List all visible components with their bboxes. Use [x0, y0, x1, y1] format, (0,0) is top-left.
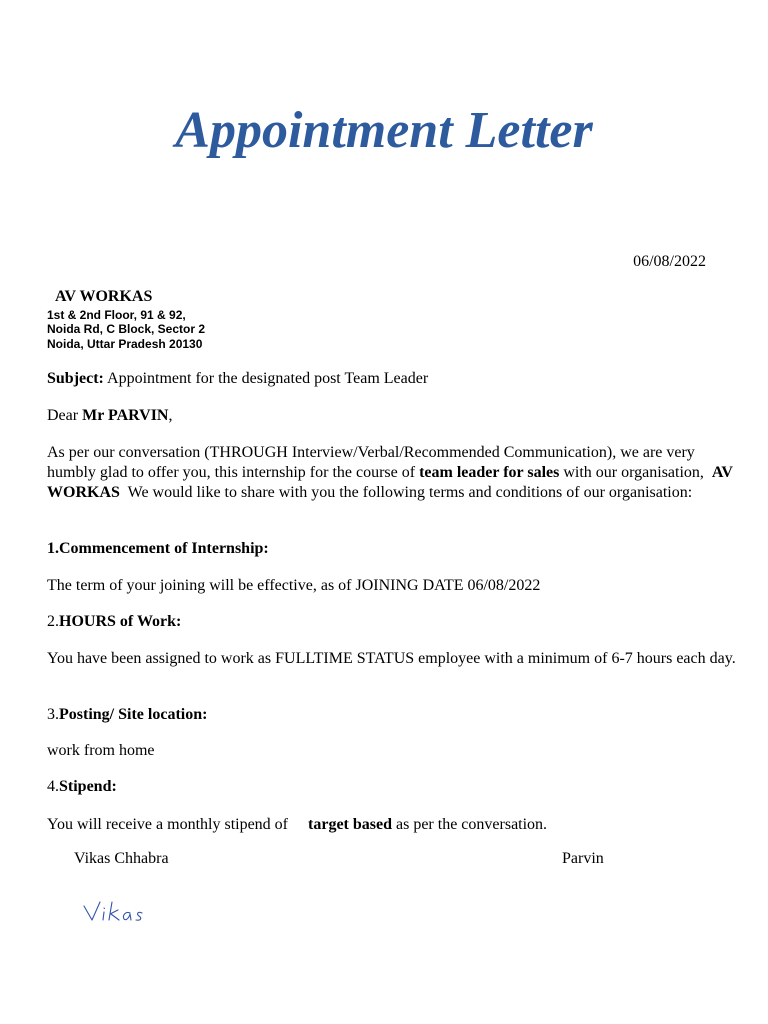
letter-date: 06/08/2022: [633, 253, 706, 270]
section-4-number: 4.: [47, 778, 59, 795]
company-address-line-3: Noida, Uttar Pradesh 20130: [47, 337, 203, 351]
section-2-heading-text: HOURS of Work:: [59, 613, 182, 630]
section-3-number: 3.: [47, 706, 59, 723]
section-2-number: 2.: [47, 613, 59, 630]
section-4-body-suffix: as per the conversation.: [396, 816, 548, 833]
salutation: [47, 406, 737, 426]
section-4-heading-text: Stipend:: [59, 778, 117, 795]
intro-course: team leader for sales: [419, 463, 560, 481]
intro-part-2: with our organisation,: [563, 463, 704, 481]
intro-part-3: We would like to share with you the following terms and conditions of our organisation:: [127, 483, 693, 501]
section-3-heading-text: Posting/ Site location:: [59, 706, 208, 723]
section-3-heading: [47, 705, 737, 725]
section-4-body-bold: target based: [308, 816, 392, 833]
section-1-body: The term of your joining will be effective, as of JOINING DATE 06/08/2022: [47, 577, 541, 594]
intro-paragraph: [47, 443, 737, 502]
salutation-dear: Dear: [47, 407, 79, 424]
section-1-heading: [47, 539, 737, 559]
section-1-heading-text: 1.Commencement of Internship:: [47, 540, 269, 557]
handwritten-signature: [82, 898, 172, 926]
subject-label: Subject:: [47, 370, 104, 387]
subject-line: [47, 369, 737, 389]
section-4-heading: [47, 777, 737, 797]
company-address-line-1: 1st & 2nd Floor, 91 & 92,: [47, 308, 186, 322]
section-4-body-prefix: You will receive a monthly stipend of: [47, 816, 289, 833]
signatory-name-right: Parvin: [562, 850, 604, 867]
company-name: AV WORKAS: [55, 288, 153, 305]
subject-text: Appointment for the designated post Team Leader: [107, 370, 429, 387]
section-3-body: work from home: [47, 742, 155, 759]
signatory-name-left: Vikas Chhabra: [74, 850, 169, 867]
section-4-body: [47, 815, 737, 835]
recipient-name: Mr PARVIN: [82, 407, 169, 424]
section-2-body: You have been assigned to work as FULLTIME STATUS employee with a minimum of 6-7 hours each day.: [47, 650, 736, 667]
intro-company: AV WORKAS: [47, 463, 733, 501]
section-2-heading: [47, 612, 737, 632]
letter-title: Appointment Letter: [175, 102, 593, 159]
intro-part-1: As per our conversation (THROUGH Interview/Verbal/Recommended Communication), we are very humbly glad to offer you, this internship for the course of: [47, 444, 695, 481]
company-address-line-2: Noida Rd, C Block, Sector 2: [47, 322, 206, 336]
salutation-comma: ,: [168, 407, 173, 424]
